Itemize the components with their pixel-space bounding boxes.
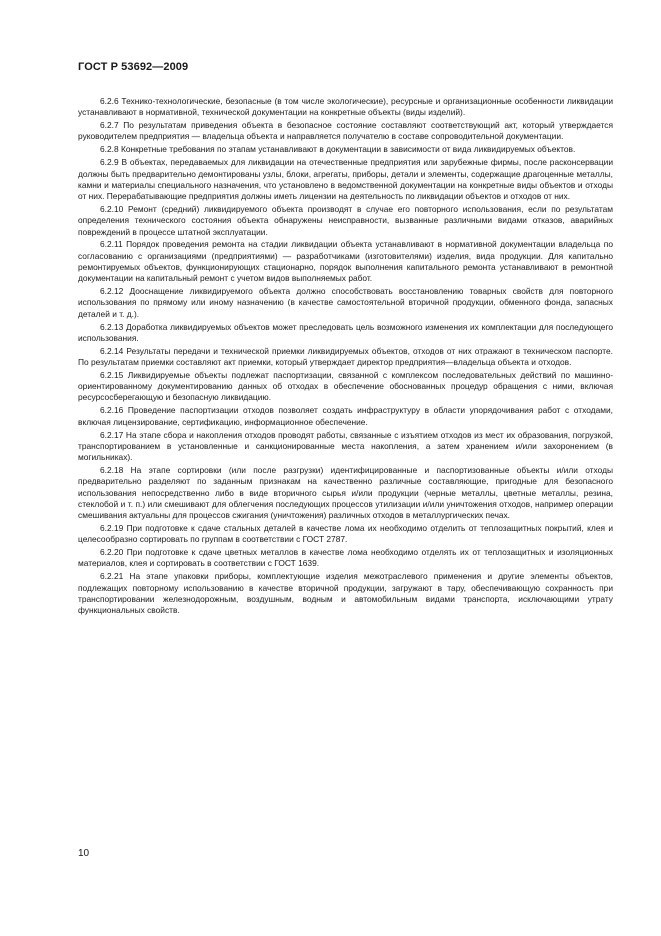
- paragraph-6-2-12: 6.2.12 Дооснащение ликвидируемого объекта должно способствовать восстановлению товарных свойств для повторного использования по прямому или иному назначению (в качестве самостоятельной вторичной продукции, обменного фонда, запасных деталей и т. д.).: [78, 286, 613, 319]
- document-header: ГОСТ Р 53692—2009: [78, 61, 189, 73]
- paragraph-6-2-7: 6.2.7 По результатам приведения объекта в безопасное состояние составляют соответствующий акт, который утверждается руководителем предприятия — владельца объекта и направляется получателю в составе сопроводительной документации.: [78, 120, 613, 142]
- paragraph-6-2-11: 6.2.11 Порядок проведения ремонта на стадии ликвидации объекта устанавливают в нормативной документации владельца по согласованию с организациями (предприятиями) — разработчиками (изготовителями) изделия, вида продукции. Для капитально ремонтируемых объектов, функционирующих стационарно, порядок выполнения капитального ремонта устанавливают в ремонтной документации на капитальный ремонт с учетом видов выполняемых работ.: [78, 239, 613, 284]
- paragraph-6-2-10: 6.2.10 Ремонт (средний) ликвидируемого объекта производят в случае его повторного использования, если по результатам определения технического состояния объекта обнаружены неисправности, вызванные различными видами отказов, аварийных повреждений в процессе штатной эксплуатации.: [78, 204, 613, 237]
- paragraph-6-2-16: 6.2.16 Проведение паспортизации отходов позволяет создать инфраструктуру в области упорядочивания работ с отходами, включая лицензирование, сертификацию, информационное обеспечение.: [78, 405, 613, 427]
- paragraph-6-2-8: 6.2.8 Конкретные требования по этапам устанавливают в документации в зависимости от вида ликвидируемых объектов.: [100, 144, 576, 155]
- paragraph-6-2-14: 6.2.14 Результаты передачи и технической приемки ликвидируемых объектов, отходов от них отражают в техническом паспорте. По результатам приемки составляют акт приемки, который утверждает директор предприятия—владельца объекта и отходов.: [78, 345, 613, 367]
- paragraph-6-2-6: 6.2.6 Технико-технологические, безопасные (в том числе экологические), ресурсные и организационные особенности ликвидации устанавливают в нормативной, технической документации на конкретные объекты (виды изделий).: [78, 96, 613, 118]
- page-number: 10: [78, 848, 90, 859]
- paragraph-6-2-21: 6.2.21 На этапе упаковки приборы, комплектующие изделия межотраслевого применения и другие элементы объектов, подлежащих повторному использованию в качестве вторичной продукции, загружают в тару, обеспечивающую сохранность при транспортировании железнодорожным, воздушным, водным и автомобильным видами транспорта, исключающими утрату функциональных свойств.: [78, 571, 613, 616]
- paragraph-6-2-15: 6.2.15 Ликвидируемые объекты подлежат паспортизации, связанной с комплексом последовательных действий по машинно-ориентированному документированию данных об отходах в обеспечение обоснованных процедур обращения с ними, включая ресурсосберегающую и безопасную ликвидацию.: [78, 369, 613, 403]
- paragraph-6-2-13: 6.2.13 Доработка ликвидируемых объектов может преследовать цель возможного изменения их комплектации для последующего использования.: [78, 321, 613, 343]
- paragraph-6-2-17: 6.2.17 На этапе сбора и накопления отходов проводят работы, связанные с изъятием отходов из мест их образования, погрузкой, транспортированием в установленные и санкционированные места накопления, а затем хранением и/или захоронением (в могильниках).: [78, 429, 613, 463]
- document-body: [78, 96, 613, 618]
- paragraph-6-2-20: 6.2.20 При подготовке к сдаче цветных металлов в качестве лома необходимо отделять их от теплозащитных и изоляционных материалов, клея и сортировать в соответствии с ГОСТ 1639.: [78, 547, 613, 569]
- paragraph-6-2-18: 6.2.18 На этапе сортировки (или после разгрузки) идентифицированные и паспортизованные объекты и/или отходы предварительно разделяют по заданным признакам на качественно различные составляющие, пригодные для безопасного использования непосредственно либо в виде вторичного сырья и/или продукции (черные металлы, цветные металлы, резина, стеклобой и т. п.) или смешивают для облегчения последующих процессов утилизации и/или уничтожения отходов, например операции смешивания актуальны для процессов сжигания (уничтожения) различных отходов в металлургических печах.: [78, 465, 613, 520]
- paragraph-6-2-9: 6.2.9 В объектах, передаваемых для ликвидации на отечественные предприятия или зарубежные фирмы, после расконсервации должны быть предварительно демонтированы узлы, блоки, агрегаты, приборы, детали и элементы, содержащие драгоценные металлы, камни и материалы специального назначения, что установлено в ведомственной документации на конкретные виды объектов и отходы от них. Перерабатывающие предприятия должны иметь лицензии на деятельность по ликвидации объектов и отходов от них.: [78, 157, 613, 202]
- paragraph-6-2-19: 6.2.19 При подготовке к сдаче стальных деталей в качестве лома их необходимо отделить от теплозащитных покрытий, клея и целесообразно сортировать по группам в соответствии с ГОСТ 2787.: [78, 522, 613, 545]
